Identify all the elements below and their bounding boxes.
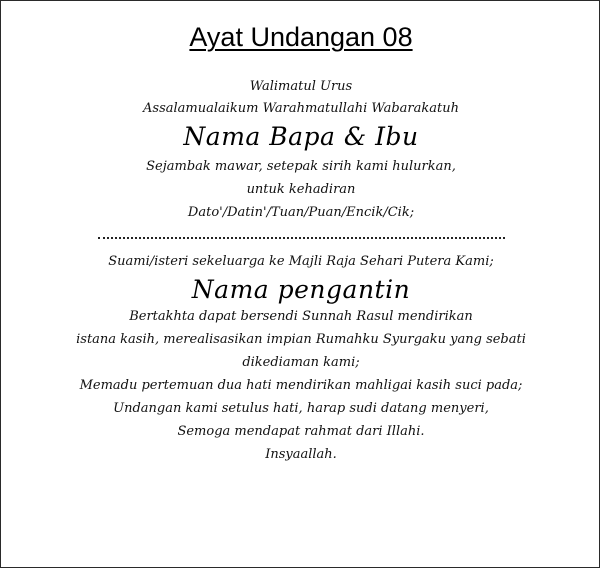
body-line-6: Semoga mendapat rahmat dari Illahi.	[177, 424, 425, 439]
dotted-divider	[98, 237, 505, 239]
event-name: Walimatul Urus	[249, 79, 353, 94]
invitation-line-1: Sejambak mawar, setepak sirih kami hulurkan,	[146, 159, 456, 174]
body-line-2: istana kasih, merealisasikan impian Rumahku Syurgaku yang sebati	[76, 332, 526, 347]
title-text: Ayat Undangan 08	[189, 22, 413, 52]
family-line: Suami/isteri sekeluarga ke Majli Raja Sehari Putera Kami;	[108, 254, 494, 269]
invitation-line-2: untuk kehadiran	[246, 182, 356, 197]
body-line-4: Memadu pertemuan dua hati mendirikan mahligai kasih suci pada;	[79, 378, 523, 393]
page-title	[1, 21, 600, 53]
body-line-1: Bertakhta dapat bersendi Sunnah Rasul mendirikan	[129, 309, 473, 324]
parents-name: Nama Bapa & Ibu	[183, 122, 419, 151]
invitation-line-3: Dato'/Datin'/Tuan/Puan/Encik/Cik;	[187, 205, 415, 220]
body-line-5: Undangan kami setulus hati, harap sudi datang menyeri,	[113, 401, 489, 416]
body-line-3: dikediaman kami;	[242, 355, 360, 370]
closing-line: Insyaallah.	[265, 447, 337, 462]
greeting: Assalamualaikum Warahmatullahi Wabarakatuh	[143, 101, 459, 116]
couple-name: Nama pengantin	[191, 275, 411, 304]
